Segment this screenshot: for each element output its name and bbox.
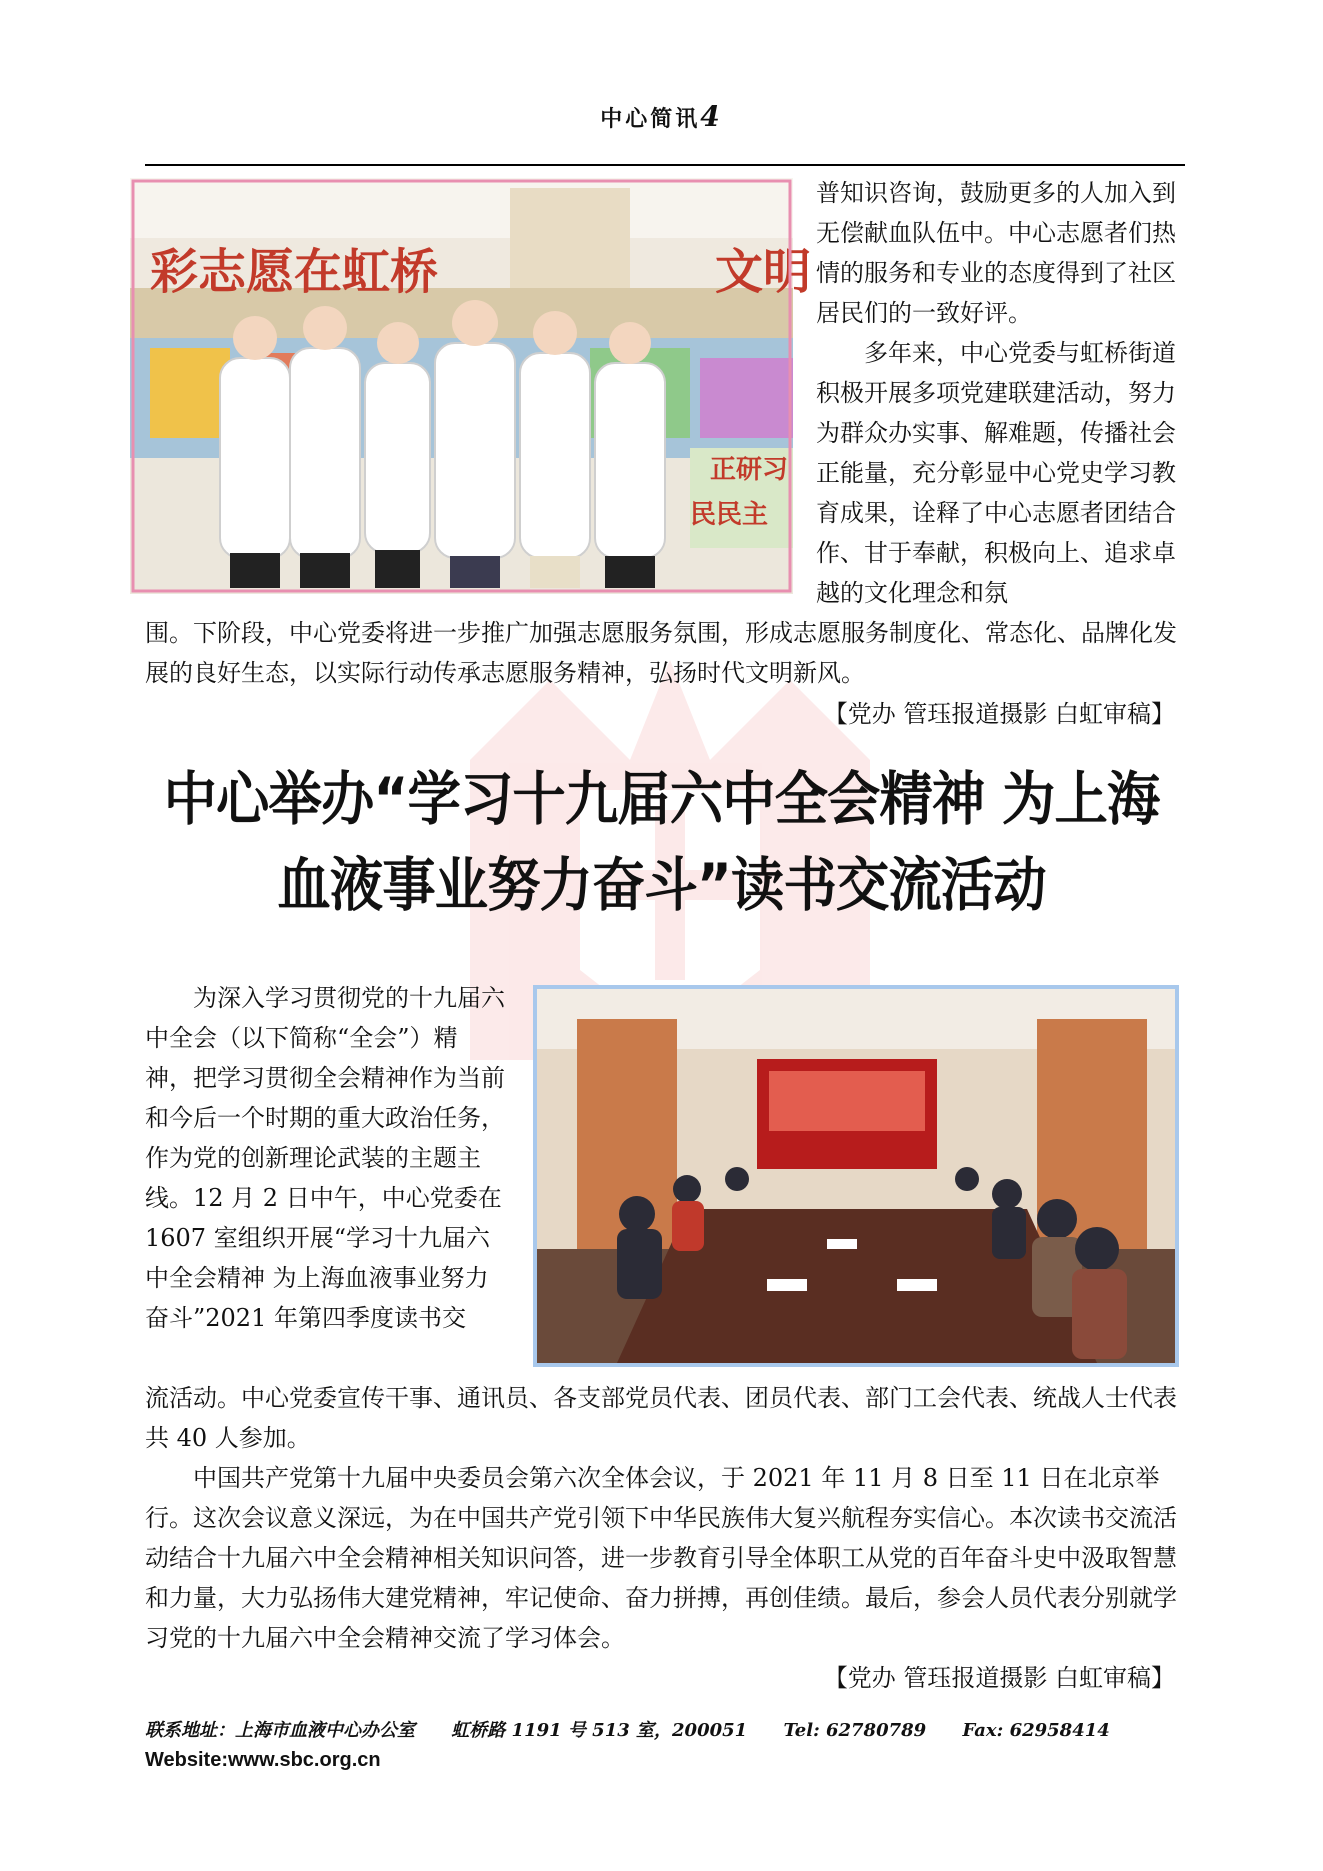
photo-banner-text-right: 文明 <box>715 244 812 300</box>
article2-para1-continued: 流活动。中心党委宣传干事、通讯员、各支部党员代表、团员代表、部门工会代表、统战人士代表共 40 人参加。 <box>145 1384 1177 1452</box>
newsletter-header <box>0 100 1323 133</box>
photo-sign-text: 正研习 <box>710 455 789 485</box>
article1-right-para1: 普知识咨询，鼓励更多的人加入到无偿献血队伍中。中心志愿者们热情的服务和专业的态度得到了社区居民们的一致好评。 <box>816 179 1176 327</box>
article1-credit: 【党办 管珏报道摄影 白虹审稿】 <box>823 700 1175 728</box>
photo-sign-text-2: 民民主 <box>690 500 769 530</box>
page-number: 4 <box>700 100 723 133</box>
footer-contact <box>145 1716 1140 1742</box>
article2-para2: 中国共产党第十九届中央委员会第六次全体会议，于 2021 年 11 月 8 日至 11 日在北京举行。这次会议意义深远，为在中国共产党引领下中华民族伟大复兴航程夯实信心。本次读书交流活动结合十九届六中全会精神相关知识问答，进一步教育引导全体职工从党的百年奋斗史中汲取智慧和力量，大力弘扬伟大建党精神，牢记使命、奋力拼搏，再创佳绩。最后，参会人员代表分别就学习党的十九届六中全会精神交流了学习体会。 <box>145 1464 1177 1652</box>
meeting-photo <box>533 985 1179 1367</box>
article2-headline-line1: 中心举办“学习十九届六中全会精神 为上海 <box>163 765 1160 833</box>
article1-full-text: 围。下阶段，中心党委将进一步推广加强志愿服务氛围，形成志愿服务制度化、常态化、品牌化发展的良好生态，以实际行动传承志愿服务精神，弘扬时代文明新风。 <box>145 619 1177 687</box>
footer-address: 联系地址：上海市血液中心办公室 <box>145 1720 415 1741</box>
newsletter-title: 中心简讯 <box>600 106 701 132</box>
header-rule <box>145 164 1185 166</box>
article1-right-column <box>816 173 1192 613</box>
footer-website[interactable]: Website:www.sbc.org.cn <box>145 1749 381 1771</box>
footer-tel: Tel: 62780789 <box>783 1720 927 1741</box>
article2-left-column: 为深入学习贯彻党的十九届六中全会（以下简称“全会”）精神，把学习贯彻全会精神作为当前和今后一个时期的重大政治任务，作为党的创新理论武装的主题主线。12 月 2 日中午，中心党委在 1607 室组织开展“学习十九届六中全会精神 为上海血液事业努力奋斗”2021 年第四季度读书交 <box>145 984 505 1332</box>
footer-street: 虹桥路 1191 号 513 室，200051 <box>451 1720 748 1741</box>
article2-headline-line2: 血液事业努力奋斗”读书交流活动 <box>277 851 1046 919</box>
photo-banner-text: 彩志愿在虹桥 <box>150 244 439 300</box>
footer-fax: Fax: 62958414 <box>962 1720 1110 1741</box>
article2-headline <box>53 756 1270 928</box>
article2-credit: 【党办 管珏报道摄影 白虹审稿】 <box>823 1664 1175 1692</box>
article1-right-para2: 多年来，中心党委与虹桥街道积极开展多项党建联建活动，努力为群众办实事、解难题，传播社会正能量，充分彰显中心党史学习教育成果，诠释了中心志愿者团结合作、甘于奉献，积极向上、追求卓越的文化理念和氛 <box>816 339 1176 607</box>
volunteer-photo <box>130 178 812 594</box>
